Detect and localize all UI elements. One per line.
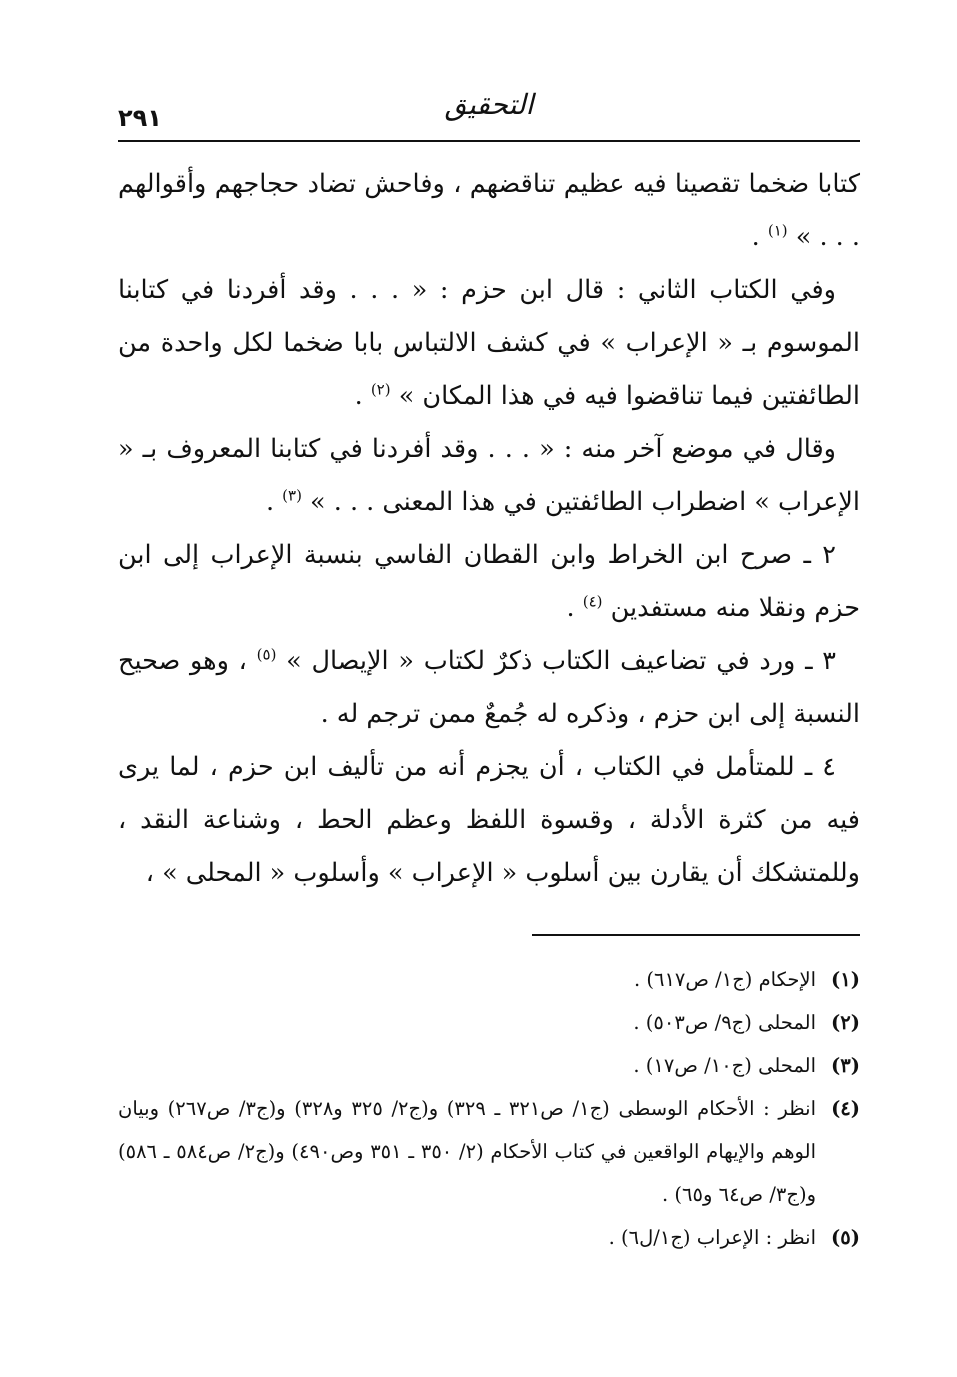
footnote-text: الإحكام (ج١/ ص٦١٧) . [633,968,816,991]
text-line: كتابا ضخما تقصينا فيه عظيم تناقضهم ، وفاحش تضاد حجاجهم [214,169,860,199]
text-line: وأقوالهم . . . » [118,169,860,252]
footnote-text: انظر : الإعراب (ج١/ل٦) . [608,1226,816,1249]
text-line: ٣ ـ ورد في تضاعيف الكتاب ذكرٌ لكتاب « الإيصال » [286,646,836,676]
punctuation: . [265,487,283,517]
footnote-number: (٥) [831,1226,860,1249]
paragraph-point-4 [118,741,860,900]
punctuation: . [354,381,371,411]
paragraph-point-3 [118,635,860,741]
footnote-number: (١) [831,968,860,991]
footnote-3 [118,1044,860,1087]
paragraph-another-place [118,423,860,529]
footnote-number: (٢) [831,1011,860,1034]
footnote-5 [118,1216,860,1259]
footnote-text: المحلى (ج١٠/ ص١٧) . [633,1054,816,1077]
punctuation: . [751,222,768,252]
page-header [118,82,860,142]
footnote-ref-1: (١) [767,221,788,240]
footnote-ref-5: (٥) [256,645,277,664]
text-line: وفي الكتاب الثاني : قال ابن حزم : « . . . وقد أفردنا في كتابنا الموسوم بـ « الإعراب » في كشف الالتباس بابا ضخما لكل واحدة من الطائفتين فيما تناقضوا فيه في هذا المكان » [118,275,860,411]
paragraph-point-2 [118,529,860,635]
paragraph-second-book [118,264,860,423]
footnote-text: المحلى (ج٩/ ص٥٠٣) . [633,1011,816,1034]
paragraph-quote-1 [118,158,860,264]
text-line: ٢ ـ صرح ابن الخراط وابن القطان الفاسي بنسبة الإعراب إلى ابن حزم ونقلا منه مستفدين [118,540,860,623]
text-line: ، وهو صحيح النسبة إلى ابن حزم ، وذكره له جُمعٌ ممن ترجم له . [118,646,860,729]
footnote-number: (٣) [831,1054,860,1077]
punctuation: . [566,593,583,623]
footnote-2 [118,1001,860,1044]
footnote-number: (٤) [831,1097,861,1120]
footnote-ref-4: (٤) [582,592,603,611]
footnote-text: انظر : الأحكام الوسطى (ج١/ ص٣٢١ ـ ٣٢٩) و(ج٢/ ٣٢٥ و٣٢٨) و(ج٣/ ص٢٦٧) وبيان الوهم والإيهام الواقعين في كتاب الأحكام (٢/ ٣٥٠ ـ ٣٥١ وص٤٩٠) و(ج٢/ ص٥٨٤ ـ ٥٨٦) و(ج٣/ ص٦٤ و٦٥) . [118,1097,817,1206]
text-line: وقال في موضع آخر منه : « . . . وقد أفردنا في كتابنا المعروف بـ « الإعراب » اضطراب الطائفتين في هذا المعنى . . . » [118,434,860,517]
text-line: ٤ ـ للمتأمل في الكتاب ، أن يجزم أنه من تأليف ابن حزم ، لما يرى فيه من كثرة الأدلة ، وقسوة اللفظ وعظم الحط ، وشناعة النقد ، وللمتشكك أن يقارن بين أسلوب « الإعراب » وأسلوب « المحلى » ، [118,752,860,888]
running-title: التحقيق [444,88,534,121]
footnote-ref-2: (٢) [370,380,391,399]
footnote-ref-3: (٣) [282,486,302,505]
footnote-1 [118,958,860,1001]
footnote-separator [532,934,860,936]
main-text [118,158,860,900]
footnotes [118,958,860,1259]
footnote-4 [118,1087,860,1216]
page-number: ٢٩١ [118,104,162,132]
